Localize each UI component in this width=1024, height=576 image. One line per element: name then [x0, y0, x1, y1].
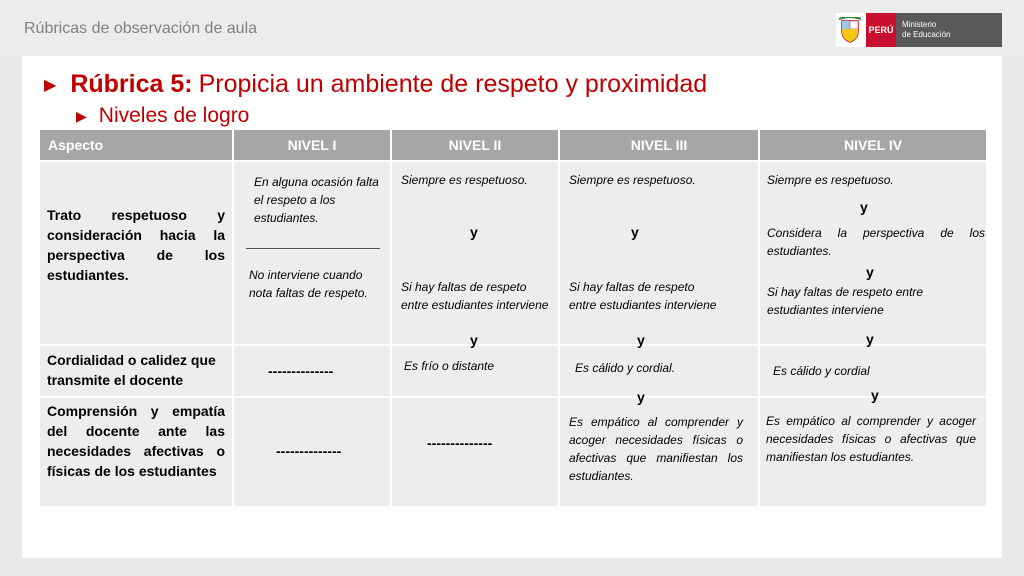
nivel2-text: Es frío o distante	[404, 359, 495, 373]
nivel1-empty: --------------	[268, 363, 334, 379]
nivel3-text-a: Siempre es respetuoso.	[569, 173, 696, 187]
nivel4-text-b: Considera la perspectiva de los estudiantes.	[767, 226, 985, 258]
aspect-comprension: Comprensión y empatía del docente ante las necesidades afectivas o físicas de los estudiantes	[47, 403, 225, 479]
table-cell	[560, 162, 758, 344]
coat-of-arms-icon	[836, 13, 864, 47]
aspect-trato: Trato respetuoso y consideración hacia la perspectiva de los estudiantes.	[47, 207, 225, 283]
connector-y: y	[631, 224, 639, 240]
nivel4-text-c: Si hay faltas de respeto entre estudiantes interviene	[767, 285, 924, 317]
nivel1-empty: --------------	[276, 443, 342, 459]
connector-y: y	[470, 332, 478, 348]
title-text: Propicia un ambiente de respeto y proximidad	[198, 70, 708, 98]
ministry-logo	[836, 13, 1002, 47]
connector-y: y	[637, 332, 645, 348]
slide-subtitle	[76, 104, 249, 128]
nivel2-text-a: Siempre es respetuoso.	[401, 173, 528, 187]
connector-y: y	[866, 331, 874, 347]
logo-country: PERÚ	[864, 13, 896, 47]
logo-line-1: Ministerio	[902, 20, 937, 29]
connector-y: y	[871, 387, 879, 403]
connector-y: y	[470, 224, 478, 240]
title-prefix: Rúbrica 5:	[70, 70, 193, 98]
nivel4-text-a: Siempre es respetuoso.	[767, 173, 894, 187]
header-nivel-1: NIVEL I	[234, 130, 390, 160]
nivel3-text: Es empático al comprender y acoger necesidades físicas o afectivas que manifiestan los estudiantes.	[569, 415, 743, 483]
subtitle-text: Niveles de logro	[98, 104, 250, 127]
nivel3-text-b: Si hay faltas de respeto entre estudiantes interviene	[569, 280, 717, 312]
header-nivel-3: NIVEL III	[560, 130, 758, 160]
header-nivel-2: NIVEL II	[392, 130, 558, 160]
nivel3-text: Es cálido y cordial.	[575, 361, 676, 375]
nivel1-text-b: No interviene cuando nota faltas de respeto.	[249, 268, 368, 300]
table-cell	[392, 398, 558, 506]
header-nivel-4: NIVEL IV	[760, 130, 986, 160]
connector-y: y	[637, 389, 645, 405]
bullet-triangle-icon: ▶	[76, 107, 87, 124]
connector-y: y	[860, 199, 868, 215]
bullet-triangle-icon: ▶	[44, 76, 57, 94]
nivel2-empty: --------------	[427, 435, 493, 451]
nivel4-text: Es cálido y cordial	[773, 364, 870, 378]
logo-ministry-text	[896, 20, 950, 40]
divider-line	[246, 248, 380, 249]
logo-line-2: de Educación	[902, 30, 951, 39]
nivel2-text-b: Si hay faltas de respeto entre estudiantes interviene	[401, 280, 549, 312]
slide-title	[44, 70, 707, 99]
aspect-cordialidad: Cordialidad o calidez que transmite el docente	[47, 352, 216, 388]
nivel1-text-a: En alguna ocasión falta el respeto a los estudiantes.	[254, 175, 379, 225]
connector-y: y	[866, 264, 874, 280]
table-cell	[392, 162, 558, 344]
breadcrumb: Rúbricas de observación de aula	[24, 20, 258, 37]
nivel4-text: Es empático al comprender y acoger necesidades físicas o afectivas que manifiestan los estudiantes.	[766, 414, 976, 464]
header-aspecto: Aspecto	[40, 130, 232, 160]
